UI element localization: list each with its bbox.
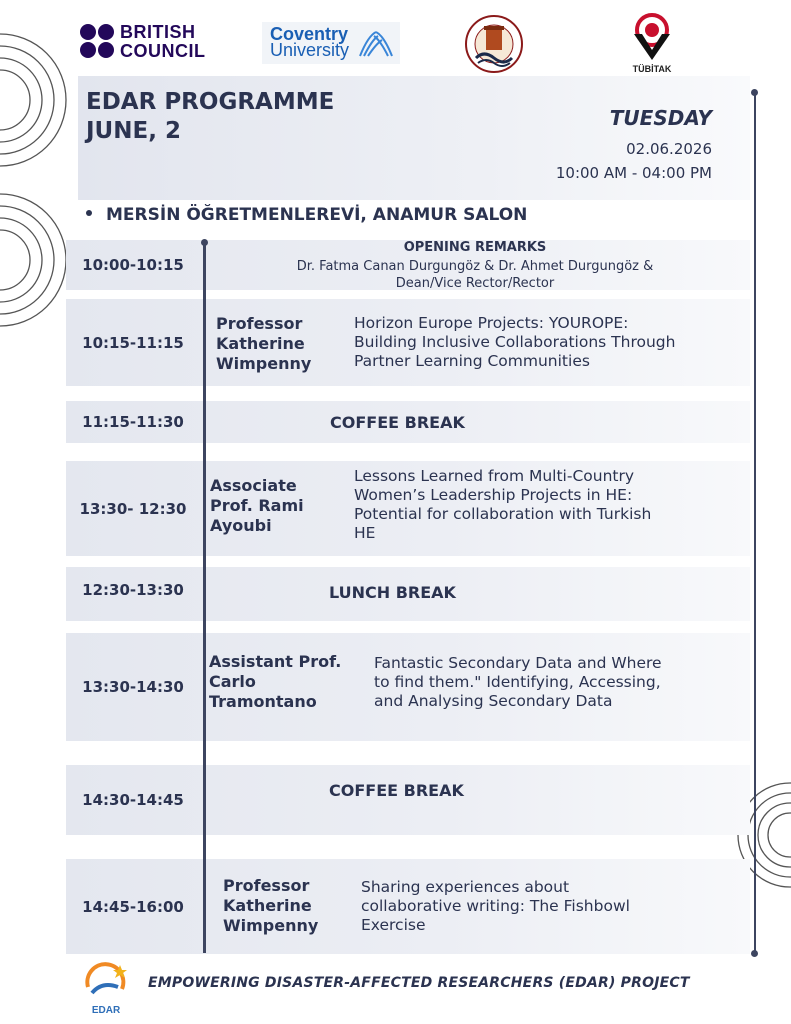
tubitak-logo — [624, 10, 680, 74]
right-timeline-line — [754, 92, 756, 954]
event-time: 10:00 AM - 04:00 PM — [555, 164, 712, 182]
venue — [86, 205, 527, 225]
venue-text: MERSİN ÖĞRETMENLEREVİ, ANAMUR SALON — [106, 205, 528, 225]
opening-names-line1: Dr. Fatma Canan Durgungöz & Dr. Ahmet Durgungöz & — [296, 259, 654, 274]
schedule-row-lunch — [66, 567, 750, 621]
time-cell: 11:15-11:30 — [82, 413, 184, 431]
main-timeline-line — [203, 243, 206, 953]
break-label: LUNCH BREAK — [329, 583, 456, 602]
topic: Horizon Europe Projects: YOUROPE: Building Inclusive Collaborations Through Partner Learning Communities — [354, 314, 676, 370]
edar-logo-text: EDAR — [91, 1005, 121, 1016]
speaker: Assistant Prof. Carlo Tramontano — [209, 652, 342, 711]
programme-header — [78, 76, 750, 200]
title-line2: JUNE, 2 — [86, 118, 181, 144]
topic: Lessons Learned from Multi-Country Women’s Leadership Projects in HE: Potential for collaboration with Turkish HE — [354, 467, 652, 542]
time-cell: 10:15-11:15 — [82, 333, 184, 352]
edar-logo — [78, 953, 134, 1019]
opening-names — [200, 258, 750, 292]
decorative-arcs-left — [0, 30, 70, 330]
topic: Fantastic Secondary Data and Where to find them." Identifying, Accessing, and Analysing Secondary Data — [374, 654, 662, 710]
schedule-row-session4 — [66, 859, 750, 954]
british-council-line1: BRITISH — [120, 22, 196, 42]
coventry-wings-icon — [358, 28, 394, 58]
schedule-row-session1 — [66, 299, 750, 386]
opening-title: OPENING REMARKS — [403, 240, 547, 255]
topic: Sharing experiences about collaborative writing: The Fishbowl Exercise — [361, 878, 630, 934]
british-council-line2: COUNCIL — [120, 41, 206, 61]
time-cell: 13:30-14:30 — [82, 678, 184, 696]
event-day: TUESDAY — [609, 106, 712, 130]
break-label: COFFEE BREAK — [329, 781, 464, 800]
opening-names-line2: Dean/Vice Rector/Rector — [395, 276, 555, 291]
tubitak-emblem-icon — [624, 10, 680, 62]
time-cell: 10:00-10:15 — [82, 256, 184, 274]
time-cell: 13:30- 12:30 — [79, 499, 187, 518]
coventry-university-logo — [262, 22, 400, 64]
page-title — [86, 88, 334, 146]
tubitak-text: TÜBİTAK — [632, 64, 672, 74]
footer-project-name: EMPOWERING DISASTER-AFFECTED RESEARCHERS (EDAR) PROJECT — [148, 975, 690, 991]
schedule-row-session3 — [66, 633, 750, 741]
mersin-university-seal — [462, 14, 526, 74]
break-label: COFFEE BREAK — [330, 412, 465, 432]
british-council-logo — [80, 22, 210, 62]
schedule-row-opening — [66, 240, 750, 290]
event-date: 02.06.2026 — [626, 140, 712, 158]
schedule-row-coffee-break-2 — [66, 765, 750, 835]
speaker: Associate Prof. Rami Ayoubi — [210, 476, 304, 535]
british-council-dots-icon — [80, 24, 116, 60]
bullet-icon — [86, 210, 92, 216]
speaker: Professor Katherine Wimpenny — [223, 876, 319, 935]
speaker: Professor Katherine Wimpenny — [216, 314, 312, 373]
schedule-row-session2 — [66, 461, 750, 556]
title-line1: EDAR PROGRAMME — [86, 89, 335, 115]
time-cell: 12:30-13:30 — [82, 581, 184, 599]
schedule-row-coffee-break-1 — [66, 401, 750, 443]
time-cell: 14:30-14:45 — [82, 791, 184, 809]
coventry-line2: University — [270, 40, 350, 60]
time-cell: 14:45-16:00 — [82, 897, 184, 916]
coventry-line1: Coventry — [270, 24, 349, 44]
